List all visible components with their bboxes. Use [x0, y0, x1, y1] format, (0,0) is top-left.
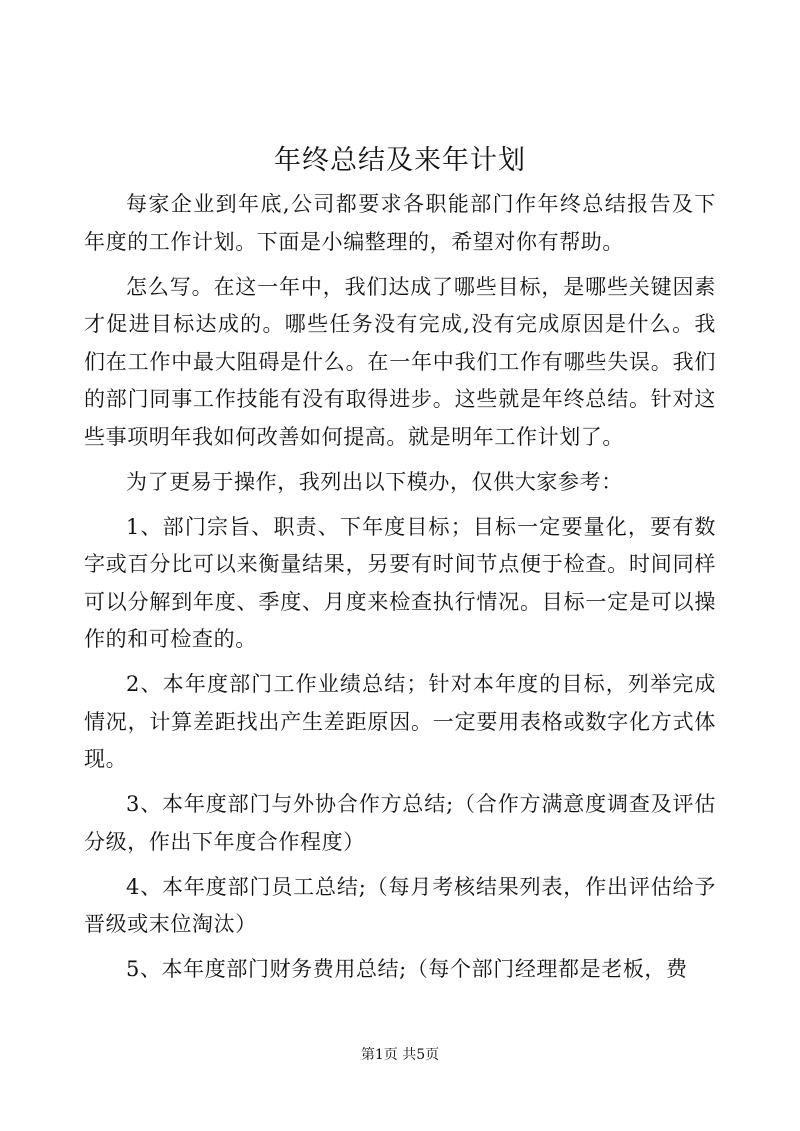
document-body: [84, 186, 716, 996]
paragraph-item-4: 4、本年度部门员工总结;（每月考核结果列表，作出评估给予晋级或末位淘汰）: [84, 874, 716, 936]
paragraph-intro: 每家企业到年底,公司都要求各职能部门作年终总结报告及下年度的工作计划。下面是小编整理的，希望对你有帮助。: [84, 192, 716, 254]
paragraph-item-5: 5、本年度部门财务费用总结;（每个部门经理都是老板，费: [126, 957, 688, 981]
page-number-footer: 第1页 共5页: [360, 1047, 440, 1063]
paragraph-item-2: 2、本年度部门工作业绩总结；针对本年度的目标，列举完成情况，计算差距找出产生差距原因。一定要用表格或数字化方式体现。: [84, 672, 716, 771]
paragraph-item-1: 1、部门宗旨、职责、下年度目标；目标一定要量化，要有数字或百分比可以来衡量结果，另要有时间节点便于检查。时间同样可以分解到年度、季度、月度来检查执行情况。目标一定是可以操作的和可检查的。: [84, 514, 716, 651]
paragraph-item-3: 3、本年度部门与外协合作方总结;（合作方满意度调查及评估分级，作出下年度合作程度）: [84, 792, 716, 854]
paragraph-how-to-write: 怎么写。在这一年中，我们达成了哪些目标，是哪些关键因素才促进目标达成的。哪些任务没有完成,没有完成原因是什么。我们在工作中最大阻碍是什么。在一年中我们工作有哪些失误。我们的部门同事工作技能有没有取得进步。这些就是年终总结。针对这些事项明年我如何改善如何提高。就是明年工作计划了。: [84, 274, 716, 449]
paragraph-template-intro: 为了更易于操作，我列出以下模办，仅供大家参考：: [126, 469, 623, 494]
document-title: 年终总结及来年计划: [274, 145, 526, 176]
